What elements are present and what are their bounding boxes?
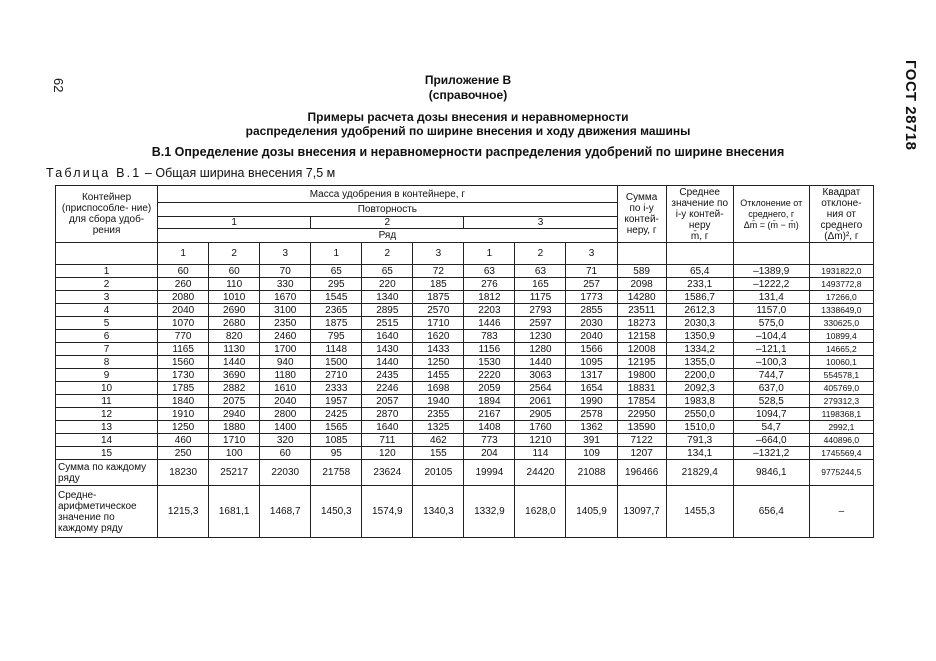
value-cell: 2435: [362, 369, 413, 382]
value-cell: 1894: [464, 395, 515, 408]
mean-value-cell: –: [809, 486, 873, 538]
value-cell: 1085: [311, 434, 362, 447]
value-cell: 1440: [362, 356, 413, 369]
value-cell: 65: [311, 265, 362, 278]
value-cell: 1670: [260, 291, 311, 304]
value-cell: 155: [413, 447, 464, 460]
examples-title-line2: распределения удобрений по ширине внесения и ходу движения машины: [245, 124, 691, 138]
value-cell: –1389,9: [733, 265, 809, 278]
value-cell: 257: [566, 278, 617, 291]
value-cell: 554578,1: [809, 369, 873, 382]
value-cell: 120: [362, 447, 413, 460]
value-cell: 260: [158, 278, 209, 291]
container-number-cell: 1: [56, 265, 158, 278]
mean-value-cell: 1405,9: [566, 486, 617, 538]
page-number: 62: [51, 78, 66, 93]
value-cell: 820: [209, 330, 260, 343]
value-cell: 2333: [311, 382, 362, 395]
value-cell: 391: [566, 434, 617, 447]
container-number-cell: 6: [56, 330, 158, 343]
value-cell: 2612,3: [666, 304, 733, 317]
mean-row: [56, 486, 874, 538]
header-mean-label: Среднее значение по i-у контей- неру: [671, 186, 729, 231]
mean-value-cell: 1340,3: [413, 486, 464, 538]
value-cell: 1250: [413, 356, 464, 369]
value-cell: 3063: [515, 369, 566, 382]
container-number-cell: 9: [56, 369, 158, 382]
value-cell: –100,3: [733, 356, 809, 369]
value-cell: 2246: [362, 382, 413, 395]
value-cell: 460: [158, 434, 209, 447]
value-cell: 1130: [209, 343, 260, 356]
value-cell: 250: [158, 447, 209, 460]
header-rep-3: 3: [464, 217, 617, 229]
value-cell: 2905: [515, 408, 566, 421]
value-cell: 1565: [311, 421, 362, 434]
value-cell: 100: [209, 447, 260, 460]
header-row-number: 1: [464, 243, 515, 265]
appendix-title: Приложение В: [424, 73, 512, 87]
value-cell: 1338649,0: [809, 304, 873, 317]
value-cell: 1940: [413, 395, 464, 408]
value-cell: 10899,4: [809, 330, 873, 343]
value-cell: 1446: [464, 317, 515, 330]
value-cell: 295: [311, 278, 362, 291]
value-cell: 940: [260, 356, 311, 369]
value-cell: 1785: [158, 382, 209, 395]
value-cell: 637,0: [733, 382, 809, 395]
mean-value-cell: 1455,3: [666, 486, 733, 538]
value-cell: 773: [464, 434, 515, 447]
value-cell: 10060,1: [809, 356, 873, 369]
header-rep-2: 2: [311, 217, 464, 229]
sum-value-cell: 21088: [566, 460, 617, 486]
value-cell: 2597: [515, 317, 566, 330]
value-cell: 1545: [311, 291, 362, 304]
container-number-cell: 13: [56, 421, 158, 434]
value-cell: 2350: [260, 317, 311, 330]
value-cell: 110: [209, 278, 260, 291]
value-cell: 528,5: [733, 395, 809, 408]
container-number-cell: 4: [56, 304, 158, 317]
container-number-cell: 2: [56, 278, 158, 291]
value-cell: 95: [311, 447, 362, 460]
value-cell: 109: [566, 447, 617, 460]
header-row-number: 3: [566, 243, 617, 265]
value-cell: 72: [413, 265, 464, 278]
container-number-cell: 14: [56, 434, 158, 447]
value-cell: 589: [617, 265, 666, 278]
value-cell: 1207: [617, 447, 666, 460]
header-row-number: 3: [413, 243, 464, 265]
value-cell: 279312,3: [809, 395, 873, 408]
value-cell: 1730: [158, 369, 209, 382]
sum-row: [56, 460, 874, 486]
header-spacer: [617, 243, 666, 265]
mean-value-cell: 1332,9: [464, 486, 515, 538]
value-cell: 1698: [413, 382, 464, 395]
value-cell: 3690: [209, 369, 260, 382]
value-cell: 795: [311, 330, 362, 343]
header-mean-unit: m̄, г: [690, 230, 709, 242]
value-cell: 2855: [566, 304, 617, 317]
value-cell: 2680: [209, 317, 260, 330]
table-row: [56, 408, 874, 421]
value-cell: 1530: [464, 356, 515, 369]
value-cell: 1325: [413, 421, 464, 434]
header-deviation-formula: Δm̄ = (m̄ − m̄): [743, 219, 799, 230]
value-cell: 2690: [209, 304, 260, 317]
value-cell: 276: [464, 278, 515, 291]
header-row-number: 2: [362, 243, 413, 265]
value-cell: 1355,0: [666, 356, 733, 369]
value-cell: 1812: [464, 291, 515, 304]
value-cell: 60: [260, 447, 311, 460]
container-number-cell: 11: [56, 395, 158, 408]
value-cell: 1400: [260, 421, 311, 434]
table-row: [56, 278, 874, 291]
value-cell: 2203: [464, 304, 515, 317]
header-row-number: 1: [311, 243, 362, 265]
mean-value-cell: 1468,7: [260, 486, 311, 538]
header-row-number: 2: [209, 243, 260, 265]
value-cell: 1430: [362, 343, 413, 356]
sum-value-cell: 25217: [209, 460, 260, 486]
value-cell: 1095: [566, 356, 617, 369]
value-cell: 791,3: [666, 434, 733, 447]
value-cell: 65,4: [666, 265, 733, 278]
mean-value-cell: 1574,9: [362, 486, 413, 538]
value-cell: 1957: [311, 395, 362, 408]
table-row: [56, 356, 874, 369]
value-cell: 2365: [311, 304, 362, 317]
value-cell: 1640: [362, 330, 413, 343]
container-number-cell: 10: [56, 382, 158, 395]
value-cell: 18831: [617, 382, 666, 395]
value-cell: 1408: [464, 421, 515, 434]
sum-value-cell: 21829,4: [666, 460, 733, 486]
table-row: [56, 265, 874, 278]
value-cell: 2460: [260, 330, 311, 343]
value-cell: 1566: [566, 343, 617, 356]
value-cell: 2200,0: [666, 369, 733, 382]
sum-row-label: Сумма по каждому ряду: [56, 460, 158, 486]
header-square-label: Квадрат отклоне- ния от среднего: [820, 186, 863, 231]
value-cell: 462: [413, 434, 464, 447]
value-cell: 1990: [566, 395, 617, 408]
value-cell: 1773: [566, 291, 617, 304]
value-cell: 320: [260, 434, 311, 447]
value-cell: 2030: [566, 317, 617, 330]
value-cell: 1840: [158, 395, 209, 408]
sum-value-cell: 22030: [260, 460, 311, 486]
sum-value-cell: 23624: [362, 460, 413, 486]
value-cell: 131,4: [733, 291, 809, 304]
value-cell: 2515: [362, 317, 413, 330]
container-number-cell: 5: [56, 317, 158, 330]
value-cell: 405769,0: [809, 382, 873, 395]
value-cell: 1931822,0: [809, 265, 873, 278]
value-cell: 54,7: [733, 421, 809, 434]
value-cell: 134,1: [666, 447, 733, 460]
value-cell: 185: [413, 278, 464, 291]
value-cell: 1280: [515, 343, 566, 356]
sum-value-cell: 24420: [515, 460, 566, 486]
container-number-cell: 8: [56, 356, 158, 369]
value-cell: 1983,8: [666, 395, 733, 408]
header-sum: Сумма по i-у контей- неру, г: [617, 186, 666, 243]
value-cell: –1321,2: [733, 447, 809, 460]
table-row: [56, 330, 874, 343]
value-cell: 330: [260, 278, 311, 291]
value-cell: 2059: [464, 382, 515, 395]
value-cell: 2167: [464, 408, 515, 421]
sum-value-cell: 9775244,5: [809, 460, 873, 486]
value-cell: 1317: [566, 369, 617, 382]
value-cell: –121,1: [733, 343, 809, 356]
header-row-spacer: [56, 243, 158, 265]
value-cell: –664,0: [733, 434, 809, 447]
value-cell: 783: [464, 330, 515, 343]
value-cell: 220: [362, 278, 413, 291]
header-deviation: [733, 186, 809, 243]
value-cell: 1362: [566, 421, 617, 434]
value-cell: 2061: [515, 395, 566, 408]
value-cell: 1250: [158, 421, 209, 434]
value-cell: 1350,9: [666, 330, 733, 343]
value-cell: 744,7: [733, 369, 809, 382]
header-rep-1: 1: [158, 217, 311, 229]
header-spacer: [809, 243, 873, 265]
value-cell: 18273: [617, 317, 666, 330]
value-cell: 1760: [515, 421, 566, 434]
value-cell: 2710: [311, 369, 362, 382]
value-cell: 19800: [617, 369, 666, 382]
table-row: [56, 291, 874, 304]
value-cell: 1710: [413, 317, 464, 330]
header-row-number: 3: [260, 243, 311, 265]
value-cell: 1455: [413, 369, 464, 382]
value-cell: 2040: [566, 330, 617, 343]
value-cell: 2098: [617, 278, 666, 291]
table-row: [56, 317, 874, 330]
value-cell: 1875: [413, 291, 464, 304]
table-caption-prefix: Таблица В.1: [46, 166, 142, 180]
value-cell: 23511: [617, 304, 666, 317]
value-cell: 2800: [260, 408, 311, 421]
mean-value-cell: 656,4: [733, 486, 809, 538]
header-deviation-label: Отклонение от среднего, г: [740, 197, 803, 219]
value-cell: 1210: [515, 434, 566, 447]
value-cell: 1745569,4: [809, 447, 873, 460]
value-cell: 1700: [260, 343, 311, 356]
value-cell: 14665,2: [809, 343, 873, 356]
table-row: [56, 369, 874, 382]
table-row: [56, 395, 874, 408]
value-cell: 1880: [209, 421, 260, 434]
sum-value-cell: 18230: [158, 460, 209, 486]
table-caption-rest: – Общая ширина внесения 7,5 м: [141, 166, 336, 180]
mean-value-cell: 1215,3: [158, 486, 209, 538]
container-number-cell: 3: [56, 291, 158, 304]
value-cell: 2220: [464, 369, 515, 382]
value-cell: 711: [362, 434, 413, 447]
value-cell: 2040: [260, 395, 311, 408]
table-row: [56, 382, 874, 395]
value-cell: 22950: [617, 408, 666, 421]
value-cell: 2570: [413, 304, 464, 317]
value-cell: 2578: [566, 408, 617, 421]
value-cell: 60: [209, 265, 260, 278]
value-cell: 2075: [209, 395, 260, 408]
value-cell: 330625,0: [809, 317, 873, 330]
value-cell: 1875: [311, 317, 362, 330]
table-row: [56, 434, 874, 447]
value-cell: 1334,2: [666, 343, 733, 356]
value-cell: 1710: [209, 434, 260, 447]
value-cell: 1010: [209, 291, 260, 304]
header-mean: [666, 186, 733, 243]
sum-value-cell: 196466: [617, 460, 666, 486]
value-cell: 65: [362, 265, 413, 278]
sum-value-cell: 20105: [413, 460, 464, 486]
value-cell: 165: [515, 278, 566, 291]
table-row: [56, 304, 874, 317]
value-cell: 2080: [158, 291, 209, 304]
container-number-cell: 7: [56, 343, 158, 356]
value-cell: 1070: [158, 317, 209, 330]
sum-value-cell: 19994: [464, 460, 515, 486]
header-spacer: [733, 243, 809, 265]
header-repetition: Повторность: [158, 203, 618, 217]
standard-id: ГОСТ 28718: [902, 60, 919, 151]
value-cell: 63: [464, 265, 515, 278]
mean-value-cell: 1628,0: [515, 486, 566, 538]
value-cell: 2793: [515, 304, 566, 317]
mean-value-cell: 1450,3: [311, 486, 362, 538]
value-cell: 2057: [362, 395, 413, 408]
value-cell: 60: [158, 265, 209, 278]
header-row-number: 2: [515, 243, 566, 265]
value-cell: 12195: [617, 356, 666, 369]
table-body: [56, 265, 874, 538]
header-square-formula: (Δm̄)², г: [824, 230, 859, 242]
value-cell: 2092,3: [666, 382, 733, 395]
value-cell: 1156: [464, 343, 515, 356]
section-title: В.1 Определение дозы внесения и неравномерности распределения удобрений по ширине внесения: [151, 145, 785, 159]
value-cell: 204: [464, 447, 515, 460]
value-cell: 2355: [413, 408, 464, 421]
value-cell: 1175: [515, 291, 566, 304]
header-square: [809, 186, 873, 243]
mean-value-cell: 1681,1: [209, 486, 260, 538]
value-cell: 1165: [158, 343, 209, 356]
value-cell: 1510,0: [666, 421, 733, 434]
header-spacer: [666, 243, 733, 265]
container-number-cell: 12: [56, 408, 158, 421]
header-row-label: Ряд: [158, 229, 618, 243]
value-cell: 12158: [617, 330, 666, 343]
examples-title-line1: Примеры расчета дозы внесения и неравномерности: [307, 110, 629, 124]
sum-value-cell: 9846,1: [733, 460, 809, 486]
value-cell: 1180: [260, 369, 311, 382]
table-caption: [46, 166, 335, 180]
value-cell: 7122: [617, 434, 666, 447]
value-cell: 1500: [311, 356, 362, 369]
value-cell: 3100: [260, 304, 311, 317]
value-cell: 1230: [515, 330, 566, 343]
value-cell: 114: [515, 447, 566, 460]
value-cell: 2564: [515, 382, 566, 395]
header-row-number: 1: [158, 243, 209, 265]
mean-value-cell: 13097,7: [617, 486, 666, 538]
value-cell: 2425: [311, 408, 362, 421]
table-row: [56, 447, 874, 460]
header-container: Контейнер (приспособле- ние) для сбора удоб- рения: [56, 186, 158, 243]
value-cell: 17854: [617, 395, 666, 408]
value-cell: 70: [260, 265, 311, 278]
appendix-subtitle: (справочное): [428, 88, 508, 102]
value-cell: 1493772,8: [809, 278, 873, 291]
value-cell: 2940: [209, 408, 260, 421]
value-cell: 1433: [413, 343, 464, 356]
value-cell: 440896,0: [809, 434, 873, 447]
value-cell: 1440: [209, 356, 260, 369]
value-cell: 1560: [158, 356, 209, 369]
value-cell: 1640: [362, 421, 413, 434]
value-cell: 1340: [362, 291, 413, 304]
value-cell: 233,1: [666, 278, 733, 291]
value-cell: 2030,3: [666, 317, 733, 330]
value-cell: –1222,2: [733, 278, 809, 291]
table-row: [56, 343, 874, 356]
value-cell: 1157,0: [733, 304, 809, 317]
value-cell: 1586,7: [666, 291, 733, 304]
value-cell: 2870: [362, 408, 413, 421]
value-cell: 14280: [617, 291, 666, 304]
value-cell: 2895: [362, 304, 413, 317]
container-number-cell: 15: [56, 447, 158, 460]
value-cell: –104,4: [733, 330, 809, 343]
mean-row-label: Средне-арифметическое значение по каждому ряду: [56, 486, 158, 538]
value-cell: 1440: [515, 356, 566, 369]
value-cell: 1148: [311, 343, 362, 356]
value-cell: 1654: [566, 382, 617, 395]
value-cell: 1910: [158, 408, 209, 421]
value-cell: 1094,7: [733, 408, 809, 421]
header-mass: Масса удобрения в контейнере, г: [158, 186, 618, 203]
value-cell: 575,0: [733, 317, 809, 330]
value-cell: 17266,0: [809, 291, 873, 304]
value-cell: 13590: [617, 421, 666, 434]
sum-value-cell: 21758: [311, 460, 362, 486]
value-cell: 2992,1: [809, 421, 873, 434]
value-cell: 1620: [413, 330, 464, 343]
fertilizer-table: [55, 185, 874, 538]
value-cell: 770: [158, 330, 209, 343]
value-cell: 71: [566, 265, 617, 278]
value-cell: 1198368,1: [809, 408, 873, 421]
value-cell: 2040: [158, 304, 209, 317]
table-row: [56, 421, 874, 434]
value-cell: 63: [515, 265, 566, 278]
value-cell: 1610: [260, 382, 311, 395]
value-cell: 2882: [209, 382, 260, 395]
value-cell: 12008: [617, 343, 666, 356]
value-cell: 2550,0: [666, 408, 733, 421]
